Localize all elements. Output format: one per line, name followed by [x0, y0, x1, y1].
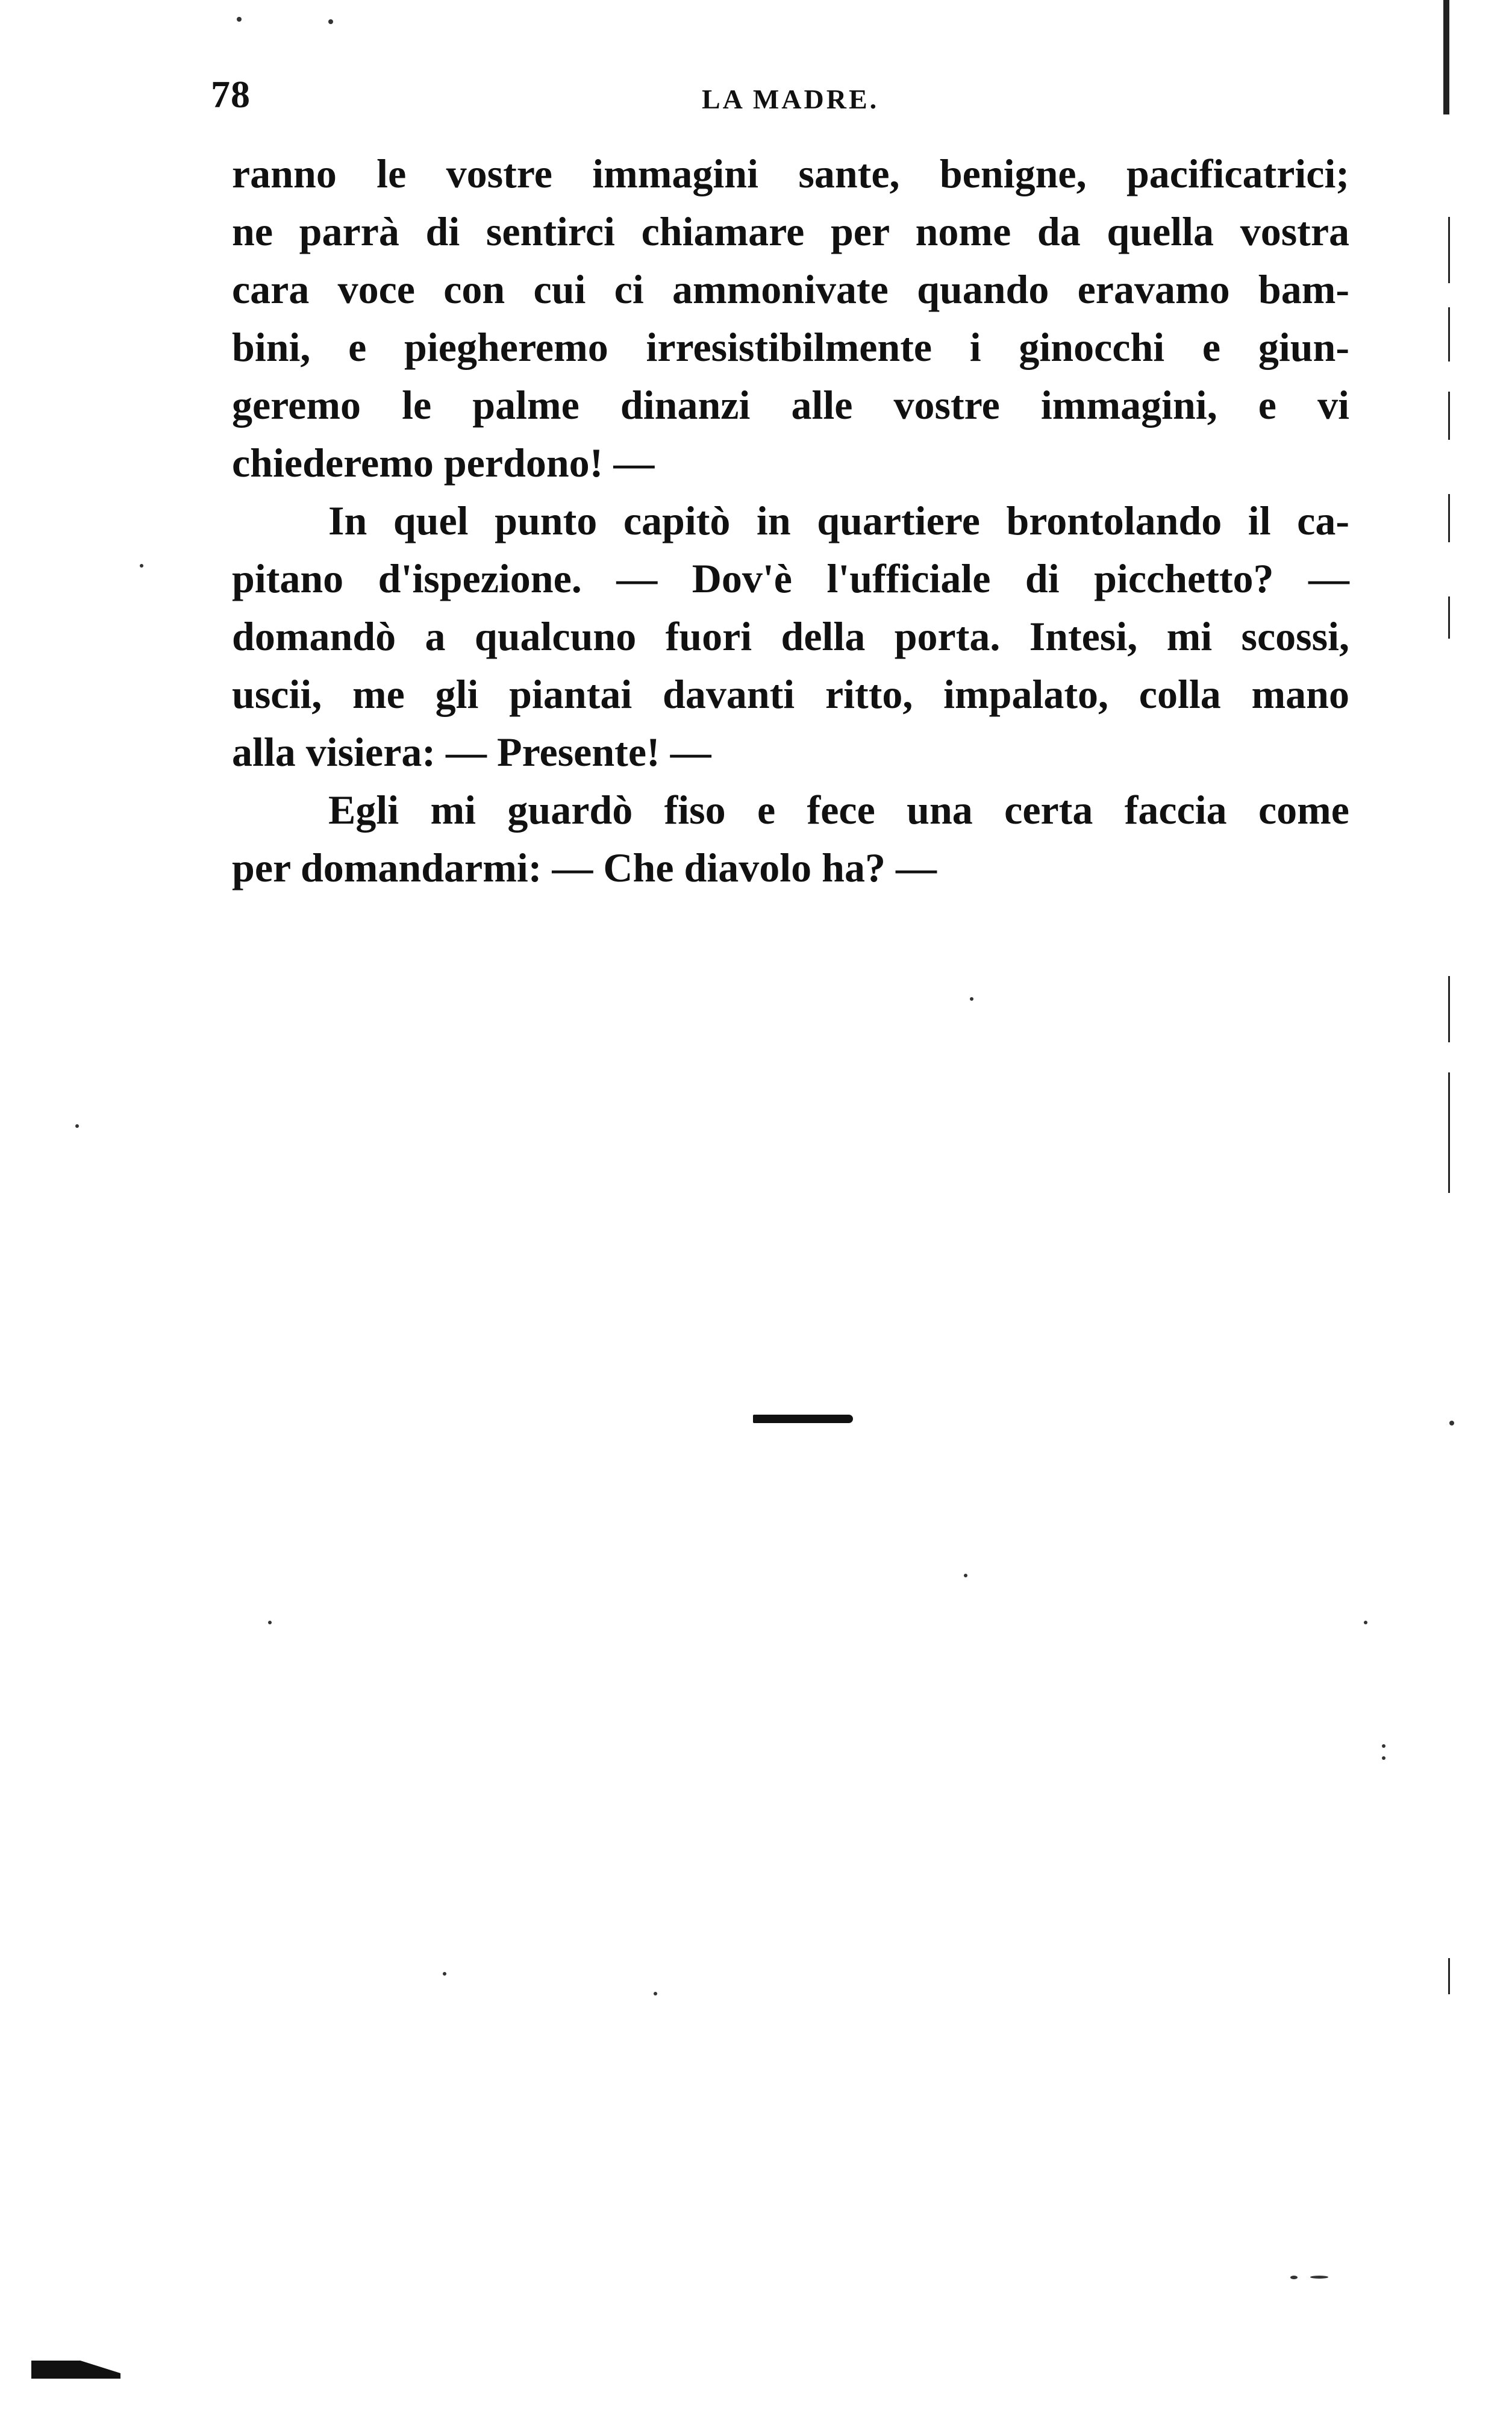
speck [1449, 1421, 1454, 1426]
page-edge-line [1448, 1072, 1450, 1193]
speck [140, 564, 143, 568]
text-line: ranno le vostre immagini sante, benigne, pacificatrici; [232, 151, 1349, 196]
text-line: In quel punto capitò in quartiere brontolando il ca- [328, 498, 1349, 543]
running-title: LA MADRE. [702, 84, 879, 114]
text-line: pitano d'ispezione. — Dov'è l'ufficiale di picchetto? — [232, 555, 1349, 601]
page-edge-line [1448, 307, 1450, 361]
speck [237, 17, 242, 22]
text-line: bini, e piegheremo irresistibilmente i ginocchi e giun- [232, 324, 1349, 370]
text-line: ne parrà di sentirci chiamare per nome da quella vostra [232, 208, 1349, 254]
speck [328, 19, 333, 24]
speck [964, 1574, 967, 1577]
text-line: geremo le palme dinanzi alle vostre immagini, e vi [232, 382, 1349, 428]
page-header [211, 72, 1349, 127]
speck [1382, 1756, 1385, 1760]
speck [1382, 1744, 1385, 1748]
speck [1290, 2276, 1298, 2279]
page-edge-line [1448, 494, 1450, 542]
speck [1310, 2276, 1328, 2279]
page-number: 78 [211, 73, 251, 116]
text-line: alla visiera: — Presente! — [232, 729, 711, 775]
speck [268, 1621, 272, 1624]
text-line: domandò a qualcuno fuori della porta. Intesi, mi scossi, [232, 613, 1349, 659]
section-separator [753, 1415, 853, 1423]
text-line: per domandarmi: — Che diavolo ha? — [232, 845, 937, 890]
page-edge-line [1448, 217, 1450, 283]
scan-corner-mark [31, 2361, 120, 2379]
text-line: uscii, me gli piantai davanti ritto, impalato, colla mano [232, 671, 1349, 717]
page-edge-line [1443, 0, 1449, 114]
text-line: cara voce con cui ci ammonivate quando eravamo bam- [232, 266, 1349, 312]
page-edge-line [1448, 976, 1450, 1042]
body-text [232, 145, 1349, 897]
speck [443, 1972, 446, 1976]
page-edge-line [1448, 392, 1450, 440]
text-line: Egli mi guardò fiso e fece una certa faccia come [328, 787, 1349, 833]
speck [1364, 1621, 1367, 1624]
text-line: chiederemo perdono! — [232, 440, 655, 486]
speck [970, 997, 973, 1001]
speck [75, 1124, 79, 1128]
page-edge-line [1448, 596, 1450, 639]
page-edge-line [1448, 1958, 1450, 1994]
speck [654, 1992, 657, 1995]
